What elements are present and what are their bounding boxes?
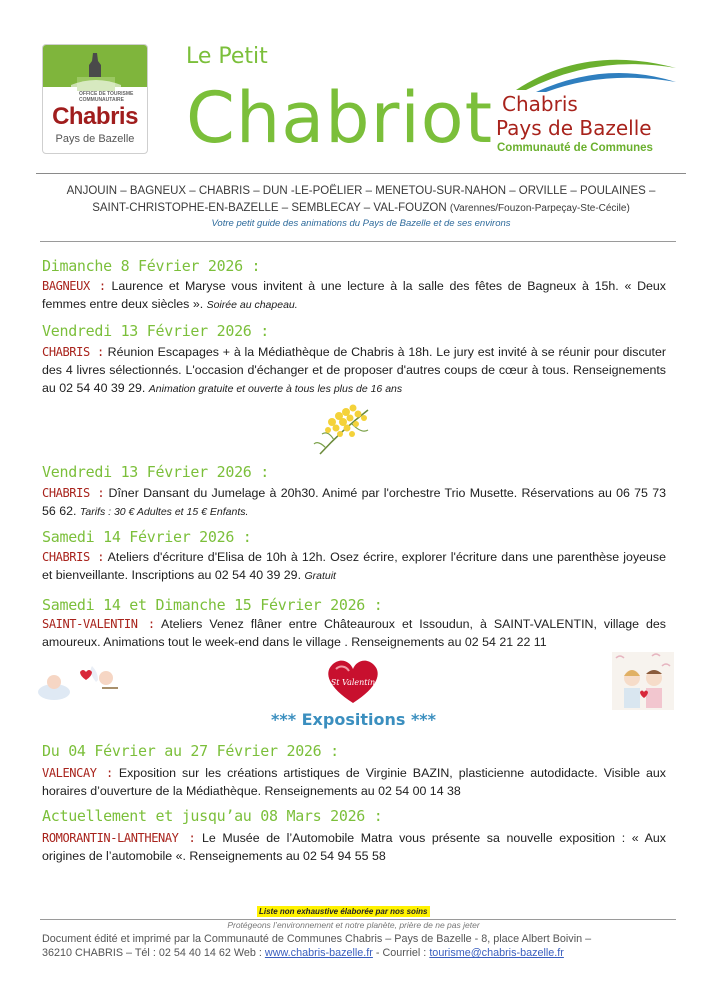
footer-contact: 36210 CHABRIS – Tél : 02 54 40 14 62 Web : — [42, 947, 265, 959]
towns-line-2-main: SAINT-CHRISTOPHE-EN-BAZELLE – SEMBLECAY – VAL-FOUZON — [92, 202, 447, 214]
office-line-2: COMMUNAUTAIRE — [79, 97, 124, 103]
event-place: BAGNEUX : — [42, 279, 106, 293]
header-divider — [36, 173, 686, 174]
mimosa-flower-icon — [312, 400, 376, 458]
cupid-illustration-icon — [36, 660, 126, 706]
page-title: Chabriot — [186, 77, 494, 159]
footer-line-1: Document édité et imprimé par la Communauté de Communes Chabris – Pays de Bazelle - 8, place Albert Boivin – — [42, 933, 592, 945]
footer-info — [42, 932, 672, 960]
event-text: Dîner Dansant du Jumelage à 20h30. Animé par l'orchestre Trio Musette. Réservations au 06 75 73 56 62. — [42, 486, 666, 518]
disclaimer-highlight: Liste non exhaustive élaborée par nos soins — [259, 907, 428, 916]
exposition-body — [42, 829, 666, 865]
event-date: Samedi 14 Février 2026 : — [42, 528, 252, 546]
event-body — [42, 615, 666, 651]
expositions-title: *** Expositions *** — [270, 710, 437, 729]
towns-line-2-detail: (Varennes/Fouzon-Parpeçay-Ste-Cécile) — [449, 203, 630, 214]
exposition-place: VALENCAY : — [42, 766, 113, 780]
exposition-place: ROMORANTIN-LANTHENAY : — [42, 831, 196, 845]
exposition-text: Le Musée de l’Automobile Matra vous présente sa nouvelle exposition : « Aux origines de l’automobile «. Renseignements au 02 54 94 55 58 — [42, 831, 666, 863]
event-date: Vendredi 13 Février 2026 : — [42, 322, 270, 340]
email-link[interactable]: tourisme@chabris-bazelle.fr — [429, 947, 564, 959]
logo-left-subtitle: Pays de Bazelle — [55, 133, 135, 145]
exposition-date: Actuellement et jusqu’au 08 Mars 2026 : — [42, 807, 383, 825]
event-date: Dimanche 8 Février 2026 : — [42, 257, 261, 275]
heart-icon — [322, 657, 384, 705]
event-body — [42, 343, 666, 398]
logo-right-line3: Communauté de Communes — [497, 142, 653, 154]
guide-subtitle: Votre petit guide des animations du Pays de Bazelle et de ses environs — [211, 218, 511, 229]
towns-list — [36, 183, 686, 217]
office-label — [79, 91, 139, 103]
event-note: Gratuit — [304, 570, 336, 582]
event-note: Tarifs : 30 € Adultes et 15 € Enfants. — [79, 506, 249, 518]
environment-note: Protégeons l’environnement et notre planète, prière de ne pas jeter — [227, 920, 480, 930]
heart-label: St Valentin — [330, 678, 376, 687]
logo-left-name: Chabris — [52, 103, 138, 130]
footer-line-2 — [42, 946, 672, 960]
towns-line-2 — [36, 200, 686, 217]
event-body — [42, 548, 666, 585]
event-text: Laurence et Maryse vous invitent à une lecture à la salle des fêtes de Bagneux à 15h. « Deux femmes entre deux siècles ». — [42, 279, 666, 311]
event-note: Soirée au chapeau. — [206, 299, 298, 311]
exposition-body — [42, 764, 666, 800]
church-tower-icon — [71, 51, 121, 91]
event-place: CHABRIS : — [42, 345, 104, 359]
exposition-date: Du 04 Février au 27 Février 2026 : — [42, 742, 339, 760]
title-small: Le Petit — [186, 44, 268, 69]
logo-right-line2: Pays de Bazelle — [496, 116, 652, 140]
tourism-office-logo — [42, 44, 148, 154]
couple-illustration-icon — [612, 652, 674, 710]
guide-divider — [40, 241, 676, 242]
community-logo — [496, 50, 680, 160]
event-place: SAINT-VALENTIN : — [42, 617, 155, 631]
exposition-text: Exposition sur les créations artistiques de Virginie BAZIN, plasticienne autodidacte. Visible aux horaires d’ouverture de la Médiathèque. Renseignements au 02 54 00 14 38 — [42, 766, 667, 798]
event-note: Animation gratuite et ouverte à tous les plus de 16 ans — [148, 383, 403, 395]
towns-line-1: ANJOUIN – BAGNEUX – CHABRIS – DUN -LE-POËLIER – MENETOU-SUR-NAHON – ORVILLE – POULAINES – — [66, 185, 656, 197]
event-place: CHABRIS : — [42, 550, 105, 564]
event-place: CHABRIS : — [42, 486, 105, 500]
footer-email-label: - Courriel : — [372, 947, 430, 959]
website-link[interactable]: www.chabris-bazelle.fr — [264, 947, 373, 959]
event-body — [42, 277, 666, 314]
event-date: Vendredi 13 Février 2026 : — [42, 463, 270, 481]
swoosh-icon — [496, 50, 680, 94]
logo-right-line1: Chabris — [502, 92, 578, 116]
event-text: Ateliers d'écriture d'Elisa de 10h à 12h. Osez écrire, explorer l'écriture dans une parenthèse joyeuse et bienveillante. Inscriptions au 02 54 40 39 29. — [42, 550, 667, 582]
event-text: Ateliers Venez flâner entre Châteauroux et Issoudun, à SAINT-VALENTIN, village des amoureux. Animations tout le week-end dans le village . Renseignements au 02 54 21 22 11 — [42, 617, 666, 649]
office-line-1: OFFICE DE TOURISME — [79, 91, 134, 97]
event-date: Samedi 14 et Dimanche 15 Février 2026 : — [42, 596, 383, 614]
event-body — [42, 484, 666, 521]
event-text: Réunion Escapages + à la Médiathèque de Chabris à 18h. Le jury est invité à se réunir pour discuter des 4 livres sélectionnés. L'occasion d'échanger et de proposer d'autres coups de cœur à tous. Renseignements au 02 54 40 39 29. — [42, 345, 666, 395]
